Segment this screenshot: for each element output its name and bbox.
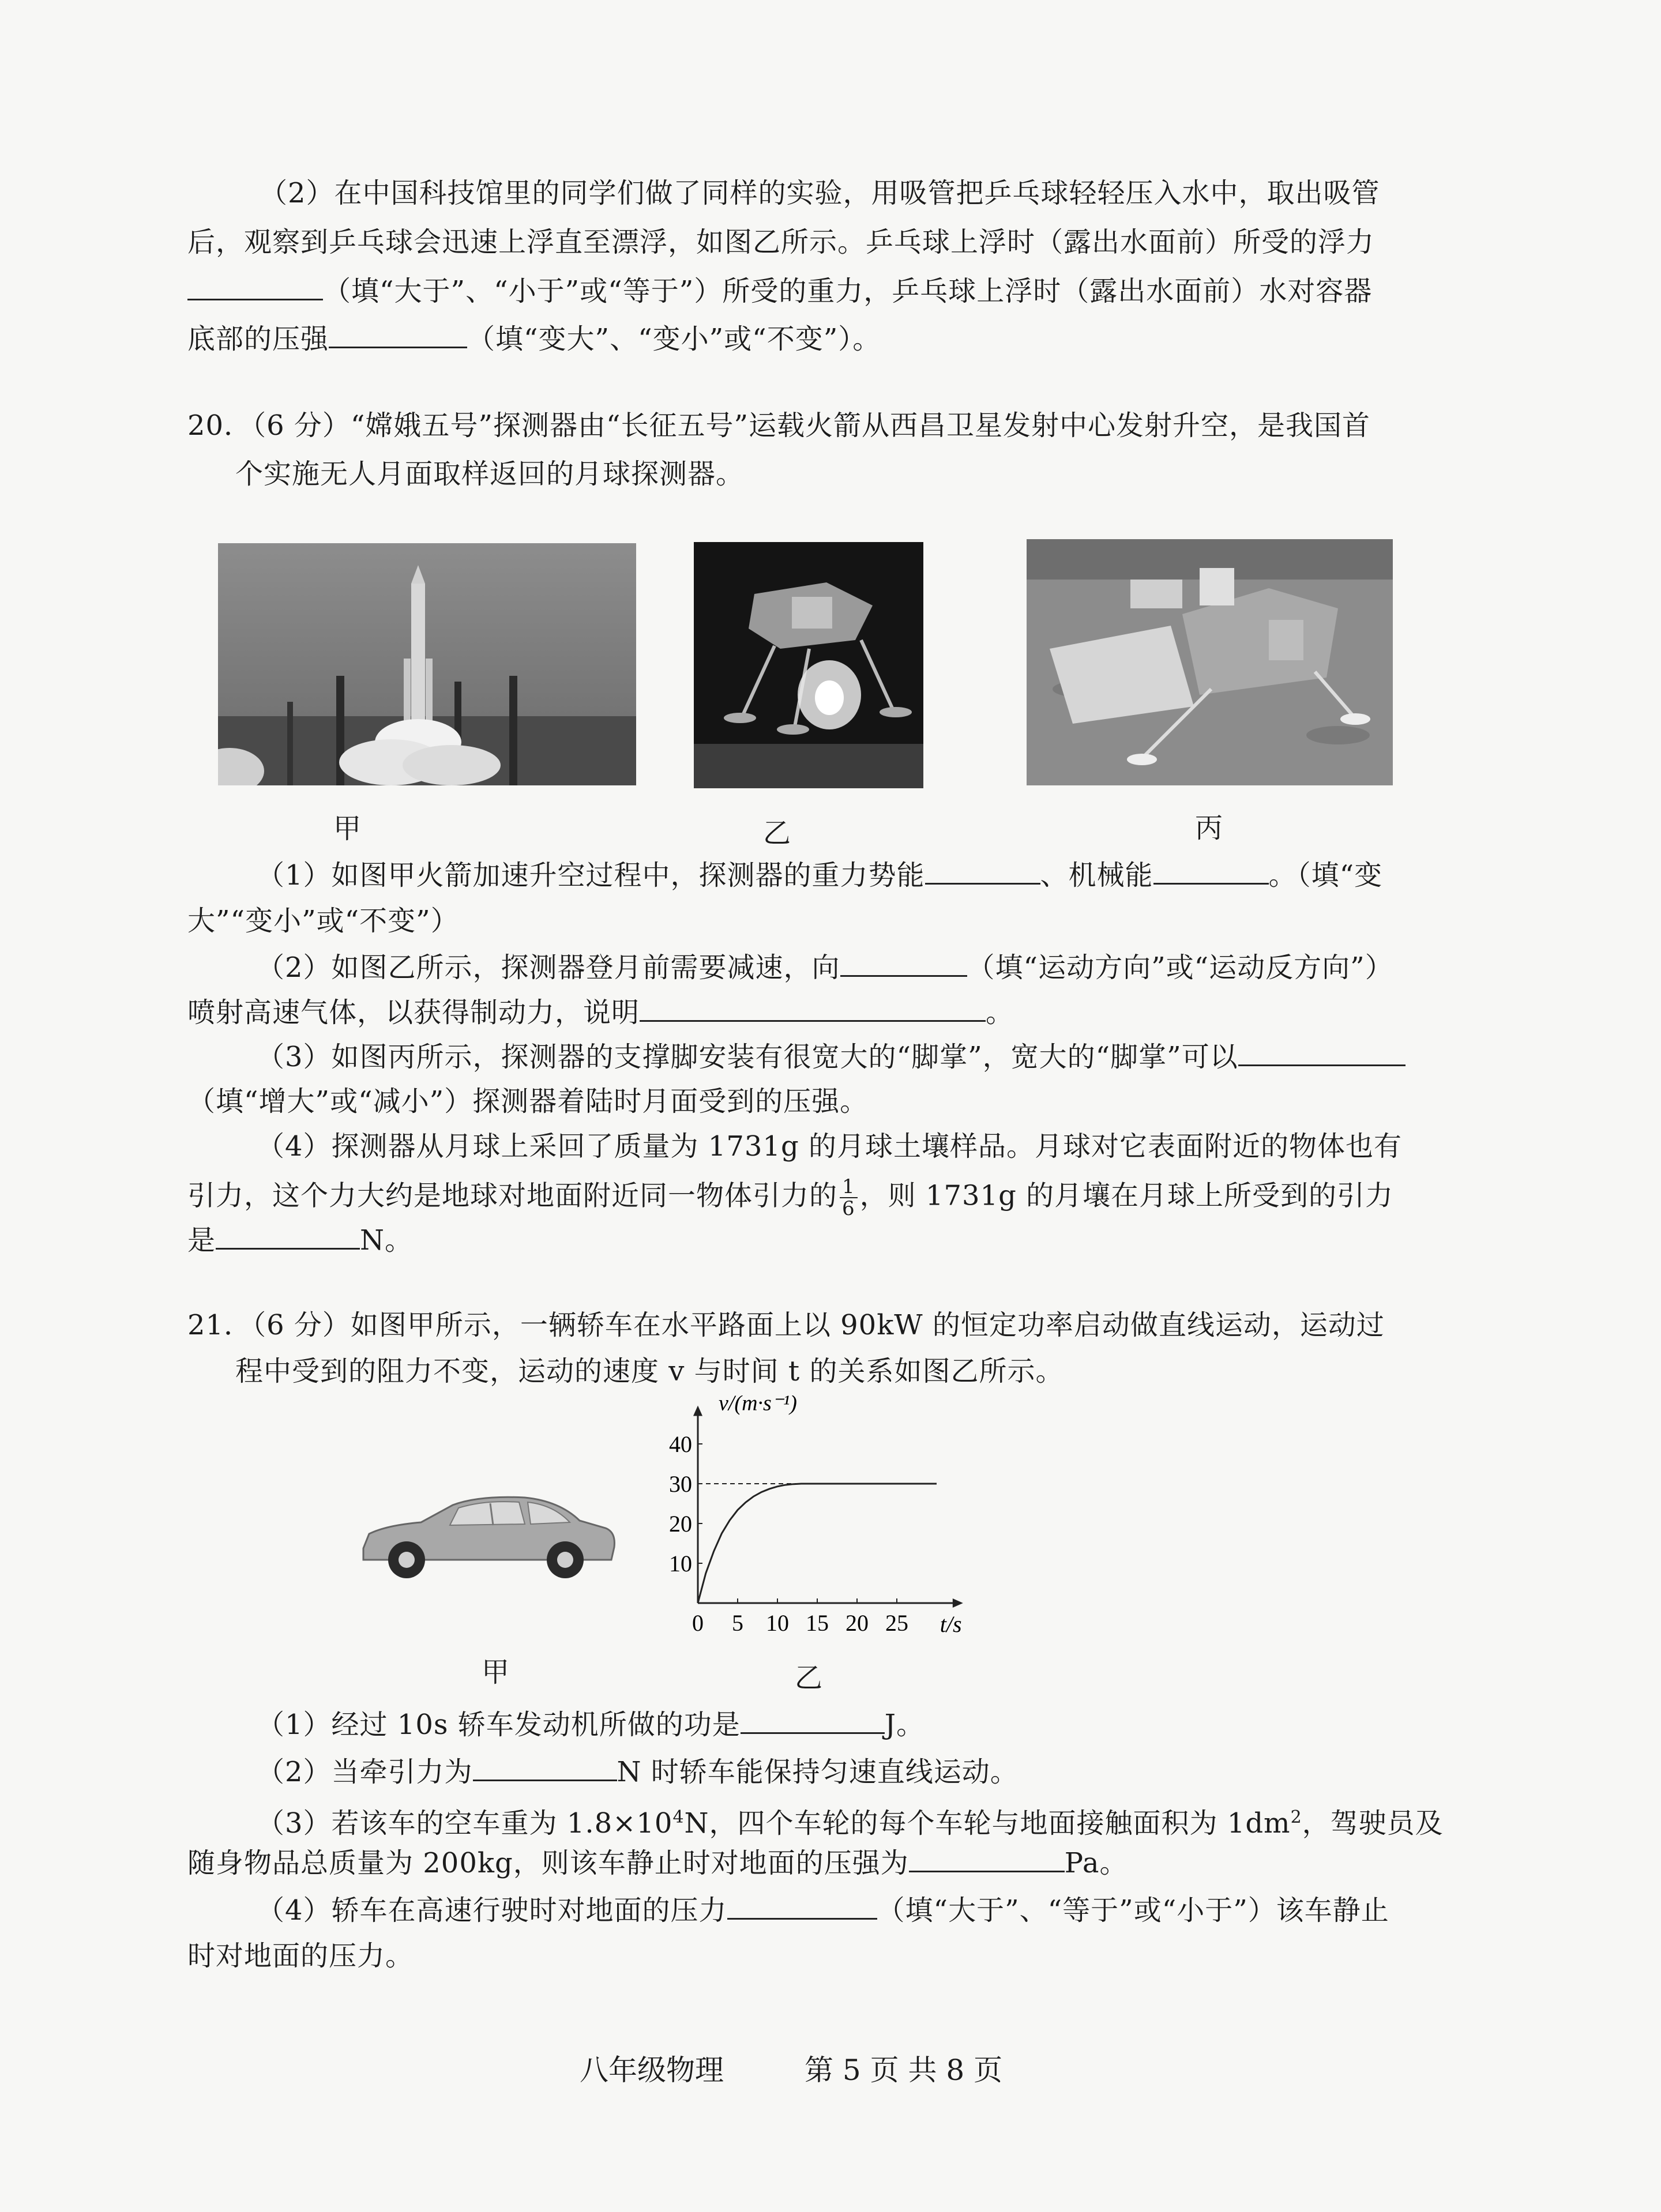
- answer-blank[interactable]: [473, 1754, 617, 1781]
- y-tick-label: 40: [669, 1431, 692, 1457]
- answer-blank[interactable]: [741, 1707, 885, 1734]
- answer-blank[interactable]: [909, 1845, 1065, 1872]
- q20-stem-line-2: 个实施无人月面取样返回的月球探测器。: [235, 458, 745, 490]
- fraction-one-sixth: $\frac{1}{6}$: [840, 1176, 858, 1219]
- x-tick-label: 5: [732, 1610, 743, 1636]
- velocity-time-graph: [652, 1395, 975, 1649]
- q20-part-4-line-2: 引力，这个力大约是地球对地面附近同一物体引力的 $\frac{1}{6}$ ，则 1731g 的月壤在月球上所受到的引力: [187, 1175, 1394, 1220]
- q20-part-4-line-1: （4）探测器从月球上采回了质量为 1731g 的月球土壤样品。月球对它表面附近的物体也有: [257, 1130, 1402, 1163]
- car-image: [352, 1479, 623, 1594]
- velocity-curve: [698, 1484, 937, 1603]
- q20-part-4-line-3: 是 N。: [187, 1222, 413, 1258]
- q20-part-2-line-2: 喷射高速气体，以获得制动力，说明 。: [187, 995, 1014, 1030]
- q20-part-3-line-2: （填“增大”或“减小”）探测器着陆时月面受到的压强。: [187, 1085, 869, 1118]
- figure-caption-bing: 丙: [1195, 812, 1223, 844]
- q20-part-1-line-2: 大”“变小”或“不变”）: [187, 905, 459, 937]
- x-axis-label: t/s: [940, 1611, 962, 1637]
- figure-caption-jia-q21: 甲: [482, 1656, 510, 1688]
- answer-blank[interactable]: [925, 857, 1040, 885]
- q21-part-4-line-2: 时对地面的压力。: [187, 1940, 414, 1972]
- lander-descent-photo: [694, 542, 923, 788]
- answer-blank[interactable]: [187, 273, 323, 300]
- y-tick-label: 30: [669, 1471, 692, 1497]
- q21-part-3-line-1: （3）若该车的空车重为 $1.8\times 10^4N$，四个车轮的每个车轮与地面接触面积为 $1dm^2$，驾驶员及: [257, 1807, 1444, 1839]
- q20-stem-line-1: 20．（6 分）“嫦娥五号”探测器由“长征五号”运载火箭从西昌卫星发射中心发射升空，是我国首: [187, 409, 1371, 442]
- answer-blank[interactable]: [329, 321, 467, 348]
- q19-line-1: （2）在中国科技馆里的同学们做了同样的实验，用吸管把乒乓球轻轻压入水中，取出吸管: [260, 177, 1380, 209]
- answer-blank[interactable]: [840, 950, 967, 977]
- y-axis-arrow: [693, 1406, 702, 1416]
- figure-caption-jia: 甲: [333, 812, 362, 845]
- rocket-launch-photo: [218, 543, 636, 785]
- y-tick-label: 20: [669, 1511, 692, 1537]
- y-tick-label: 10: [669, 1551, 692, 1577]
- q21-part-1: （1）经过 10s 轿车发动机所做的功是 J。: [257, 1707, 925, 1742]
- q21-part-3-line-2: 随身物品总质量为 200kg，则该车静止时对地面的压强为 Pa。: [187, 1845, 1128, 1880]
- answer-blank[interactable]: [640, 995, 986, 1022]
- x-tick-label: 0: [692, 1610, 704, 1636]
- q21-part-2: （2）当牵引力为 N 时轿车能保持匀速直线运动。: [257, 1754, 1019, 1789]
- lander-on-moon-photo: [1027, 539, 1393, 785]
- footer-subject: 八年级物理: [580, 2053, 724, 2087]
- answer-blank[interactable]: [1238, 1039, 1406, 1066]
- q21-stem-line-1: 21．（6 分）如图甲所示，一辆轿车在水平路面上以 90kW 的恒定功率启动做直线运动，运动过: [187, 1309, 1385, 1341]
- x-tick-label: 25: [885, 1610, 908, 1636]
- x-axis-arrow: [953, 1598, 963, 1608]
- q19-line-3: （填“大于”、“小于”或“等于”）所受的重力，乒乓球上浮时（露出水面前）水对容器: [187, 273, 1372, 309]
- answer-blank[interactable]: [1153, 857, 1269, 885]
- x-tick-label: 20: [845, 1610, 869, 1636]
- answer-blank[interactable]: [727, 1893, 877, 1920]
- q21-part-4-line-1: （4）轿车在高速行驶时对地面的压力 （填“大于”、“等于”或“小于”）该车静止: [257, 1893, 1389, 1928]
- q21-stem-line-2: 程中受到的阻力不变，运动的速度 v 与时间 t 的关系如图乙所示。: [235, 1355, 1064, 1387]
- q19-line-4: 底部的压强 （填“变大”、“变小”或“不变”）。: [187, 321, 881, 356]
- y-axis-label: v/(m·s⁻¹): [719, 1395, 797, 1416]
- figure-caption-yi-q21: 乙: [795, 1662, 823, 1694]
- q20-part-3-line-1: （3）如图丙所示，探测器的支撑脚安装有很宽大的“脚掌”，宽大的“脚掌”可以: [257, 1039, 1406, 1074]
- x-tick-label: 10: [766, 1610, 789, 1636]
- x-tick-label: 15: [806, 1610, 829, 1636]
- q20-part-2-line-1: （2）如图乙所示，探测器登月前需要减速，向 （填“运动方向”或“运动反方向”）: [257, 950, 1393, 985]
- footer-page-number: 第 5 页 共 8 页: [805, 2053, 1003, 2087]
- q20-part-1-line-1: （1）如图甲火箭加速升空过程中，探测器的重力势能 、机械能 。（填“变: [257, 857, 1382, 893]
- answer-blank[interactable]: [216, 1222, 360, 1250]
- figure-caption-yi: 乙: [763, 817, 791, 849]
- q19-line-2: 后，观察到乒乓球会迅速上浮直至漂浮，如图乙所示。乒乓球上浮时（露出水面前）所受的浮力: [187, 226, 1375, 258]
